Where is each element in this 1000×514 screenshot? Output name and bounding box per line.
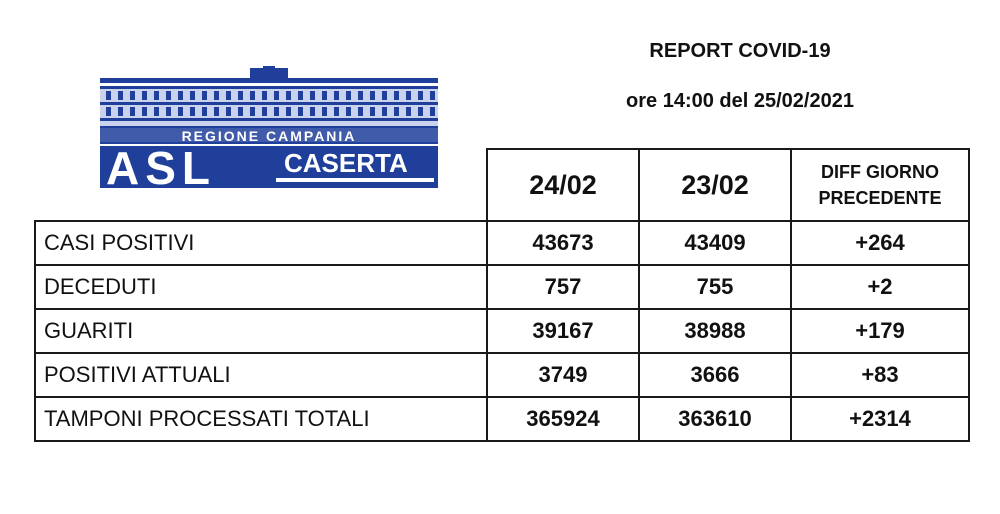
row-diff: +2314 [791, 397, 969, 441]
row-value-previous: 43409 [639, 221, 791, 265]
row-value-current: 3749 [487, 353, 639, 397]
row-diff: +83 [791, 353, 969, 397]
row-value-current: 365924 [487, 397, 639, 441]
table-header-row [35, 149, 969, 221]
header-date-previous: 23/02 [639, 149, 791, 221]
row-value-current: 39167 [487, 309, 639, 353]
row-value-previous: 363610 [639, 397, 791, 441]
report-title: REPORT COVID-19 [649, 40, 831, 62]
row-diff: +179 [791, 309, 969, 353]
row-label: CASI POSITIVI [35, 221, 487, 265]
header-diff-line1: DIFF GIORNO [821, 162, 939, 182]
table-row [35, 353, 969, 397]
row-label: TAMPONI PROCESSATI TOTALI [35, 397, 487, 441]
header-diff [791, 149, 969, 221]
row-label: DECEDUTI [35, 265, 487, 309]
report-subtitle: ore 14:00 del 25/02/2021 [626, 90, 854, 112]
svg-text:CASERTA: CASERTA [284, 148, 408, 178]
row-value-previous: 3666 [639, 353, 791, 397]
row-label: POSITIVI ATTUALI [35, 353, 487, 397]
header-diff-line2: PRECEDENTE [818, 188, 942, 208]
row-diff: +264 [791, 221, 969, 265]
table-row [35, 265, 969, 309]
row-value-current: 757 [487, 265, 639, 309]
header-date-current: 24/02 [487, 149, 639, 221]
row-diff: +2 [791, 265, 969, 309]
svg-text:ASL: ASL [106, 142, 216, 190]
table-row [35, 221, 969, 265]
table-row [35, 309, 969, 353]
svg-text:REGIONE CAMPANIA: REGIONE CAMPANIA [181, 128, 357, 144]
row-label: GUARITI [35, 309, 487, 353]
row-value-previous: 755 [639, 265, 791, 309]
covid-report-table [34, 148, 970, 442]
row-value-current: 43673 [487, 221, 639, 265]
row-value-previous: 38988 [639, 309, 791, 353]
table-row [35, 397, 969, 441]
header-empty-cell [35, 149, 487, 221]
